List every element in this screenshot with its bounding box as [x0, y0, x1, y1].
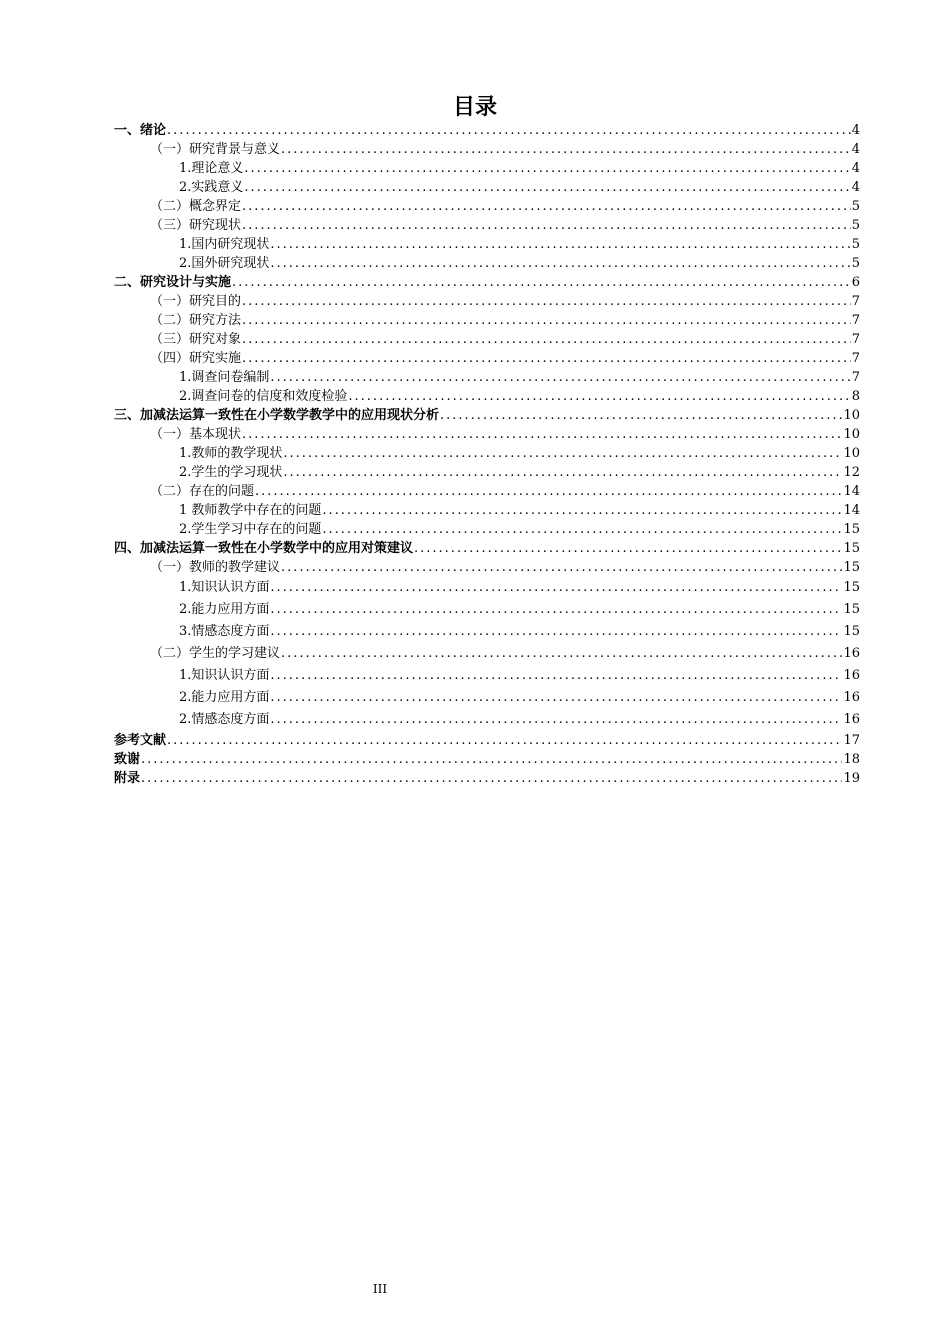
- toc-entry-title: 2.能力应用方面: [179, 690, 270, 705]
- dot-leader: [242, 311, 851, 330]
- toc-entry-page: 16: [843, 668, 860, 683]
- dot-leader: [242, 197, 851, 216]
- table-of-contents: [114, 121, 860, 788]
- dot-leader: [440, 406, 842, 425]
- dot-leader: [232, 273, 851, 292]
- toc-entry[interactable]: [114, 273, 860, 292]
- toc-entry-title: 致谢: [114, 752, 141, 767]
- toc-entry[interactable]: [114, 709, 860, 731]
- toc-entry-title: 1.国内研究现状: [179, 237, 270, 252]
- toc-entry-page: 7: [851, 313, 860, 328]
- toc-entry-title: 2.国外研究现状: [179, 256, 270, 271]
- dot-leader: [348, 387, 850, 406]
- toc-entry[interactable]: [114, 482, 860, 501]
- toc-entry[interactable]: [114, 406, 860, 425]
- toc-entry-page: 7: [851, 332, 860, 347]
- toc-entry-page: 8: [851, 389, 860, 404]
- toc-entry[interactable]: [114, 558, 860, 577]
- dot-leader: [270, 368, 850, 387]
- dot-leader: [270, 235, 850, 254]
- toc-entry[interactable]: [114, 599, 860, 621]
- toc-entry[interactable]: [114, 463, 860, 482]
- dot-leader: [270, 254, 850, 273]
- toc-entry-page: 19: [843, 771, 860, 786]
- toc-entry[interactable]: [114, 368, 860, 387]
- toc-entry-page: 15: [843, 602, 860, 617]
- page-number-footer: III: [372, 1282, 388, 1296]
- toc-entry-page: 15: [843, 522, 860, 537]
- dot-leader: [414, 539, 842, 558]
- toc-entry-title: （二）学生的学习建议: [150, 646, 281, 661]
- dot-leader: [281, 558, 842, 577]
- toc-entry-title: 2.情感态度方面: [179, 712, 270, 727]
- toc-entry-page: 18: [843, 752, 860, 767]
- toc-entry[interactable]: [114, 178, 860, 197]
- dot-leader: [167, 121, 851, 140]
- toc-entry-title: 四、加减法运算一致性在小学数学中的应用对策建议: [114, 541, 414, 556]
- toc-entry-title: 3.情感态度方面: [179, 624, 270, 639]
- toc-entry-title: （四）研究实施: [150, 351, 242, 366]
- toc-entry[interactable]: [114, 731, 860, 750]
- toc-entry-page: 5: [851, 256, 860, 271]
- toc-entry[interactable]: [114, 387, 860, 406]
- dot-leader: [242, 330, 851, 349]
- dot-leader: [244, 159, 850, 178]
- toc-entry-page: 16: [843, 690, 860, 705]
- toc-entry[interactable]: [114, 159, 860, 178]
- toc-entry-title: （一）基本现状: [150, 427, 242, 442]
- toc-entry-title: （一）教师的教学建议: [150, 560, 281, 575]
- toc-entry-page: 10: [843, 427, 860, 442]
- toc-entry-page: 15: [843, 580, 860, 595]
- toc-entry-title: 二、研究设计与实施: [114, 275, 232, 290]
- toc-entry-page: 4: [851, 123, 860, 138]
- toc-entry-page: 14: [843, 484, 860, 499]
- dot-leader: [270, 577, 842, 599]
- dot-leader: [242, 292, 851, 311]
- toc-entry-page: 14: [843, 503, 860, 518]
- toc-entry[interactable]: [114, 577, 860, 599]
- toc-entry[interactable]: [114, 621, 860, 643]
- toc-entry-title: 一、绪论: [114, 123, 167, 138]
- toc-entry[interactable]: [114, 444, 860, 463]
- dot-leader: [281, 140, 851, 159]
- toc-entry-page: 7: [851, 370, 860, 385]
- toc-entry[interactable]: [114, 425, 860, 444]
- toc-entry-page: 6: [851, 275, 860, 290]
- toc-entry-page: 15: [843, 541, 860, 556]
- toc-entry[interactable]: [114, 292, 860, 311]
- toc-entry-title: 2.学生学习中存在的问题: [179, 522, 322, 537]
- toc-entry[interactable]: [114, 121, 860, 140]
- dot-leader: [270, 665, 842, 687]
- dot-leader: [283, 463, 842, 482]
- toc-entry-title: （三）研究对象: [150, 332, 242, 347]
- toc-entry-page: 5: [851, 218, 860, 233]
- toc-entry-title: 2.学生的学习现状: [179, 465, 283, 480]
- toc-entry-title: 三、加减法运算一致性在小学数学教学中的应用现状分析: [114, 408, 440, 423]
- page-title: 目录: [452, 95, 497, 120]
- toc-entry-page: 10: [843, 408, 860, 423]
- dot-leader: [283, 444, 842, 463]
- toc-entry-title: 1 教师教学中存在的问题: [179, 503, 322, 518]
- toc-entry-title: 1.调查问卷编制: [179, 370, 270, 385]
- toc-entry[interactable]: [114, 520, 860, 539]
- dot-leader: [242, 216, 851, 235]
- toc-entry-title: 1.理论意义: [179, 161, 244, 176]
- dot-leader: [141, 750, 842, 769]
- toc-entry[interactable]: [114, 235, 860, 254]
- dot-leader: [270, 687, 842, 709]
- toc-entry-page: 4: [851, 161, 860, 176]
- toc-entry-title: 1.教师的教学现状: [179, 446, 283, 461]
- toc-entry[interactable]: [114, 750, 860, 769]
- dot-leader: [242, 425, 842, 444]
- dot-leader: [281, 643, 842, 665]
- toc-entry-page: 4: [851, 142, 860, 157]
- toc-entry-title: 2.实践意义: [179, 180, 244, 195]
- toc-entry[interactable]: [114, 665, 860, 687]
- toc-entry-page: 12: [843, 465, 860, 480]
- toc-entry-title: （一）研究目的: [150, 294, 242, 309]
- dot-leader: [270, 709, 842, 731]
- toc-entry-page: 15: [843, 560, 860, 575]
- toc-entry-title: 2.调查问卷的信度和效度检验: [179, 389, 348, 404]
- toc-entry-title: 1.知识认识方面: [179, 580, 270, 595]
- toc-entry-title: （二）研究方法: [150, 313, 242, 328]
- toc-entry-page: 7: [851, 351, 860, 366]
- dot-leader: [270, 621, 842, 643]
- toc-entry-page: 17: [843, 733, 860, 748]
- toc-entry[interactable]: [114, 330, 860, 349]
- toc-entry-page: 7: [851, 294, 860, 309]
- toc-entry[interactable]: [114, 311, 860, 330]
- toc-entry-page: 10: [843, 446, 860, 461]
- toc-entry[interactable]: [114, 216, 860, 235]
- toc-entry-page: 16: [843, 646, 860, 661]
- toc-entry[interactable]: [114, 769, 860, 788]
- dot-leader: [167, 731, 842, 750]
- toc-entry-title: 参考文献: [114, 733, 167, 748]
- toc-entry-page: 15: [843, 624, 860, 639]
- dot-leader: [322, 520, 842, 539]
- toc-entry-title: （三）研究现状: [150, 218, 242, 233]
- toc-entry[interactable]: [114, 197, 860, 216]
- toc-entry-title: （一）研究背景与意义: [150, 142, 281, 157]
- toc-entry-page: 16: [843, 712, 860, 727]
- toc-entry[interactable]: [114, 349, 860, 368]
- dot-leader: [242, 349, 851, 368]
- toc-entry[interactable]: [114, 539, 860, 558]
- dot-leader: [141, 769, 842, 788]
- toc-entry-title: （二）存在的问题: [150, 484, 255, 499]
- toc-entry-page: 5: [851, 199, 860, 214]
- toc-entry[interactable]: [114, 643, 860, 665]
- toc-entry-page: 5: [851, 237, 860, 252]
- toc-entry[interactable]: [114, 140, 860, 159]
- toc-entry[interactable]: [114, 254, 860, 273]
- toc-entry-title: （二）概念界定: [150, 199, 242, 214]
- toc-entry-title: 附录: [114, 771, 141, 786]
- dot-leader: [255, 482, 842, 501]
- dot-leader: [270, 599, 842, 621]
- toc-entry-title: 2.能力应用方面: [179, 602, 270, 617]
- toc-entry-title: 1.知识认识方面: [179, 668, 270, 683]
- dot-leader: [244, 178, 850, 197]
- toc-entry[interactable]: [114, 501, 860, 520]
- toc-entry-page: 4: [851, 180, 860, 195]
- toc-entry[interactable]: [114, 687, 860, 709]
- dot-leader: [322, 501, 842, 520]
